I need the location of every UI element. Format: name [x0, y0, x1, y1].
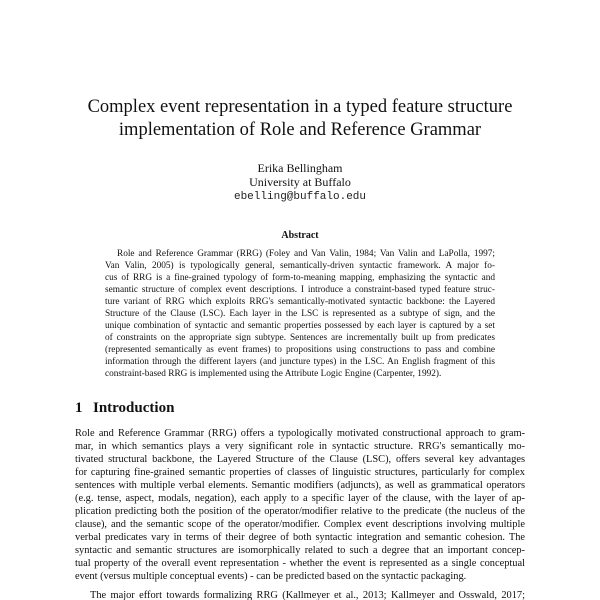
body-line: mar, in which semantics plays a very significant role in syntactic structure. RRG's semantically mo- — [75, 441, 525, 452]
section-heading — [75, 400, 174, 417]
body-line: verbal predicates vary in terms of their degree of both syntactic integration and semantic cohesion. The — [75, 532, 525, 543]
paper-title-line-2: implementation of Role and Reference Grammar — [118, 120, 482, 140]
abstract-line: Role and Reference Grammar (RRG) (Foley and Van Valin, 1984; Van Valin and LaPolla, 1997; — [117, 249, 495, 259]
abstract-line: unique combination of syntactic and semantic properties possessed by each layer is captured by a set — [105, 321, 495, 331]
section-number: 1 — [75, 400, 83, 416]
author-name: Erika Bellingham — [257, 161, 343, 175]
body-line: sentences with multiple verbal elements. Semantic modifiers (adjuncts), as well as grammatical operators — [75, 480, 525, 491]
body-line: tivated structural backbone, the Layered Structure of the Clause (LSC), offers several key advantages — [75, 454, 525, 465]
abstract-line: information through the different layers (and juncture types) in the LSC. An English fragment of this — [105, 357, 495, 367]
paper-title-line-1: Complex event representation in a typed feature structure — [87, 97, 513, 117]
body-line: plication predicting both the position of the operator/modifier relative to the predicate (the nucleus of the — [75, 506, 525, 517]
body-line: event (versus multiple conceptual events) - can be predicted based on the syntactic packaging. — [75, 571, 467, 582]
body-line: The major effort towards formalizing RRG (Kallmeyer et al., 2013; Kallmeyer and Osswald, 2017; — [90, 590, 525, 600]
author-affiliation: University at Buffalo — [249, 175, 351, 189]
abstract-line: ture variant of RRG which exploits RRG's semantically-motivated syntactic backbone: the Layered — [105, 297, 495, 307]
body-line: tual property of the overall event representation - whether the event is represented as a single conceptual — [75, 558, 525, 569]
section-title: Introduction — [93, 400, 175, 416]
body-line: Role and Reference Grammar (RRG) offers a typologically motivated constructional approach to gram- — [75, 428, 525, 439]
abstract-line: cus of RRG is a fine-grained typology of form-to-meaning mapping, emphasizing the syntactic and — [105, 273, 495, 283]
body-line: for capturing fine-grained semantic properties of classes of linguistic structures, particularly for complex — [75, 467, 525, 478]
abstract-heading: Abstract — [281, 230, 319, 241]
body-line: clause), and the semantic scope of the operator/modifier. Complex event descriptions involving multiple — [75, 519, 525, 530]
abstract-line: constraint-based RRG is implemented using the Attribute Logic Engine (Carpenter, 1992). — [105, 369, 442, 379]
author-email[interactable]: ebelling@buffalo.edu — [233, 191, 367, 203]
body-line: (e.g. tense, aspect, modals, negation), each apply to a specific layer of the clause, with the layer of ap- — [75, 493, 525, 504]
abstract-line: of constraints on the appropriate sign subtype. Sentences are incrementally built up from predicates — [105, 333, 495, 343]
abstract-line: Structure of the Clause (LSC). Each layer in the LSC is represented as a subtype of sign, and the — [105, 309, 495, 319]
abstract-line: semantic structure of complex event descriptions. I introduce a constraint-based typed feature struc- — [105, 285, 495, 295]
body-line: syntactic and semantic structures are isomorphically related to such a degree that an important concep- — [75, 545, 525, 556]
abstract-line: Van Valin, 2005) is typologically general, semantically-driven syntactic framework. A major fo- — [105, 261, 495, 271]
abstract-line: (represented semantically as event frames) to propositions using constructions to pass and combine — [105, 345, 495, 355]
